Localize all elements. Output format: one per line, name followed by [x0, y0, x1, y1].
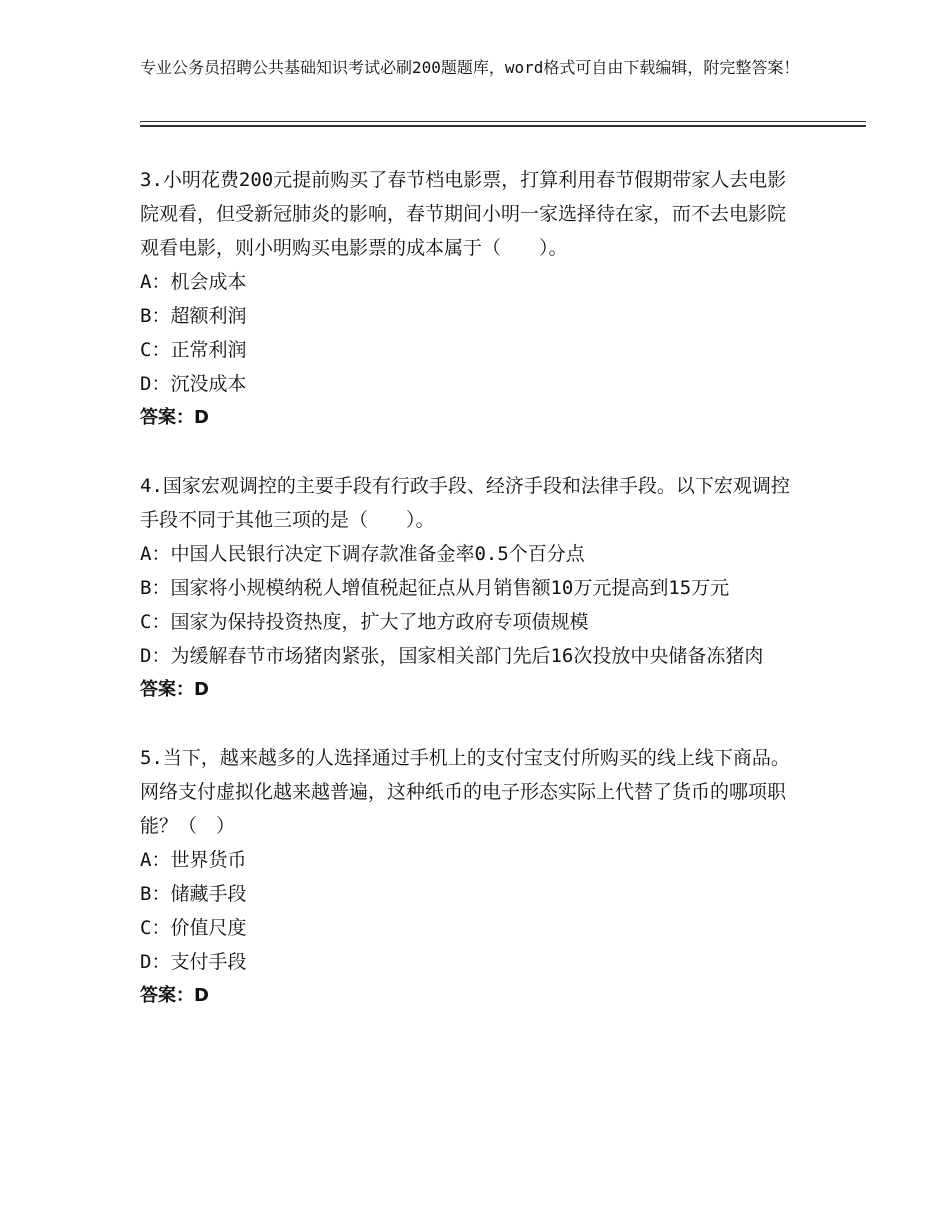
option-d: D：沉没成本	[140, 373, 247, 395]
question-stem: 5.当下，越来越多的人选择通过手机上的支付宝支付所购买的线上线下商品。网络支付虚拟化越来越普遍，这种纸币的电子形态实际上代替了货币的哪项职能？（ ）	[140, 747, 790, 837]
option-d: D：支付手段	[140, 951, 247, 973]
question-stem: 3.小明花费200元提前购买了春节档电影票，打算利用春节假期带家人去电影院观看，但受新冠肺炎的影响，春节期间小明一家选择待在家，而不去电影院观看电影，则小明购买电影票的成本属于（ ）。	[140, 169, 787, 259]
option-d: D：为缓解春节市场猪肉紧张，国家相关部门先后16次投放中央储备冻猪肉	[140, 645, 764, 667]
option-b: B：超额利润	[140, 305, 247, 327]
answer-label: 答案：D	[140, 407, 209, 428]
document-header: 专业公务员招聘公共基础知识考试必刷200题题库，word格式可自由下载编辑，附完整答案！	[140, 58, 800, 77]
question-stem: 4.国家宏观调控的主要手段有行政手段、经济手段和法律手段。以下宏观调控手段不同于其他三项的是（ ）。	[140, 475, 790, 531]
option-a: A：世界货币	[140, 849, 247, 871]
option-c: C：国家为保持投资热度，扩大了地方政府专项债规模	[140, 611, 589, 633]
option-a: A：机会成本	[140, 271, 247, 293]
question-4	[140, 469, 800, 707]
question-3	[140, 163, 800, 435]
option-b: B：国家将小规模纳税人增值税起征点从月销售额10万元提高到15万元	[140, 577, 730, 599]
answer-label: 答案：D	[140, 985, 209, 1006]
answer-label: 答案：D	[140, 679, 209, 700]
question-5	[140, 741, 800, 1013]
option-c: C：正常利润	[140, 339, 247, 361]
option-c: C：价值尺度	[140, 917, 247, 939]
header-divider-thick	[140, 125, 866, 127]
header-divider-thin	[140, 121, 866, 122]
question-list	[140, 163, 800, 1013]
option-b: B：储藏手段	[140, 883, 247, 905]
option-a: A：中国人民银行决定下调存款准备金率0.5个百分点	[140, 543, 585, 565]
